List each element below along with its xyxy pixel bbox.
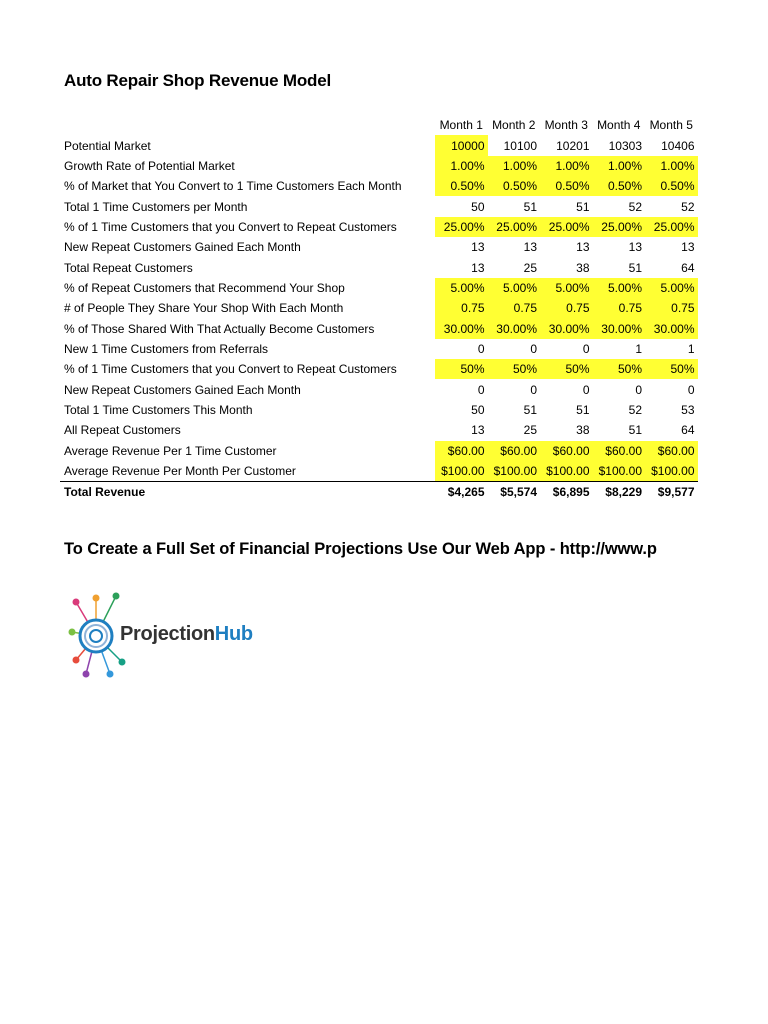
cell-value[interactable]: $100.00 (488, 461, 541, 482)
row-label: Average Revenue Per Month Per Customer (64, 464, 296, 479)
total-revenue-row (60, 482, 698, 503)
cell-value[interactable]: 52 (681, 199, 695, 214)
table-row (60, 257, 698, 277)
cell-value[interactable]: 50% (435, 359, 488, 379)
total-revenue-value[interactable]: $4,265 (435, 482, 488, 503)
cell-value[interactable]: 51 (628, 260, 642, 275)
cell-value[interactable]: 25.00% (488, 217, 541, 237)
row-label: New Repeat Customers Gained Each Month (64, 240, 301, 255)
cell-value[interactable]: 1.00% (645, 156, 698, 176)
row-label: Total 1 Time Customers per Month (64, 199, 248, 214)
month-header: Month 5 (649, 118, 693, 133)
cell-value[interactable]: 10100 (503, 138, 537, 153)
table-row (60, 441, 698, 461)
cell-value[interactable]: 50% (645, 359, 698, 379)
row-label: % of 1 Time Customers that you Convert to Repeat Customers (64, 219, 397, 234)
sheet-title: Auto Repair Shop Revenue Model (64, 71, 331, 90)
cell-value[interactable]: $100.00 (540, 461, 593, 482)
row-label: # of People They Share Your Shop With Each Month (64, 301, 344, 316)
cell-value[interactable]: 10406 (661, 138, 695, 153)
total-revenue-value[interactable]: $8,229 (593, 482, 646, 503)
projectionhub-logo-text (120, 623, 253, 646)
cell-value[interactable]: 30.00% (435, 318, 488, 338)
cell-value[interactable]: 50% (488, 359, 541, 379)
cell-value[interactable]: 50% (593, 359, 646, 379)
cell-value[interactable]: 0.50% (645, 176, 698, 196)
cell-value[interactable]: 51 (523, 199, 537, 214)
cell-value[interactable]: 0.75 (435, 298, 488, 318)
cell-value[interactable]: 0 (477, 341, 485, 356)
cell-value[interactable]: 5.00% (593, 278, 646, 298)
cell-value[interactable]: 1.00% (435, 156, 488, 176)
month-header: Month 1 (439, 118, 483, 133)
cell-value[interactable]: 30.00% (593, 318, 646, 338)
cell-value[interactable]: $100.00 (645, 461, 698, 482)
logo-dot (73, 657, 80, 664)
cell-value[interactable]: 1.00% (540, 156, 593, 176)
cell-value[interactable]: 13 (471, 260, 485, 275)
cell-value[interactable]: 5.00% (435, 278, 488, 298)
cell-value[interactable]: 52 (628, 402, 642, 417)
table-row (60, 298, 698, 318)
cell-value[interactable]: 1 (635, 341, 642, 356)
row-label: Potential Market (64, 138, 151, 153)
cell-value[interactable]: 38 (576, 260, 590, 275)
cell-value[interactable]: $60.00 (540, 441, 593, 461)
row-label: New Repeat Customers Gained Each Month (64, 382, 301, 397)
cell-value[interactable]: 53 (681, 402, 695, 417)
cell-value[interactable]: 13 (681, 240, 695, 255)
cell-value[interactable]: 0.50% (593, 176, 646, 196)
cell-value[interactable]: 25.00% (540, 217, 593, 237)
cell-value[interactable]: 51 (576, 199, 590, 214)
logo-dot (69, 629, 76, 636)
logo-word-hub: Hub (214, 623, 253, 645)
logo-dot (119, 659, 126, 666)
cell-value[interactable]: 13 (628, 240, 642, 255)
cell-value[interactable]: 1.00% (593, 156, 646, 176)
cell-value[interactable]: 5.00% (488, 278, 541, 298)
table-row (60, 278, 698, 298)
cell-value[interactable]: 0 (687, 382, 695, 397)
cell-value[interactable]: $60.00 (435, 441, 488, 461)
cell-value[interactable]: 0.75 (645, 298, 698, 318)
cell-value[interactable]: 0 (582, 382, 590, 397)
cell-value[interactable]: 0.50% (488, 176, 541, 196)
row-label: Total 1 Time Customers This Month (64, 402, 253, 417)
cell-value[interactable]: 0.75 (488, 298, 541, 318)
cell-value[interactable]: 30.00% (488, 318, 541, 338)
table-row (60, 196, 698, 216)
table-row (60, 379, 698, 399)
row-label: % of Those Shared With That Actually Become Customers (64, 321, 375, 336)
cell-value[interactable]: $60.00 (593, 441, 646, 461)
cell-value[interactable]: 25.00% (435, 217, 488, 237)
row-label: All Repeat Customers (64, 423, 181, 438)
cell-value[interactable]: 0.75 (540, 298, 593, 318)
cell-value[interactable]: 13 (471, 240, 485, 255)
total-revenue-label: Total Revenue (60, 482, 435, 503)
table-row (60, 318, 698, 338)
table-row (60, 237, 698, 257)
cell-value[interactable]: 25 (523, 260, 537, 275)
cell-value[interactable]: 51 (523, 402, 537, 417)
cell-value[interactable]: 50 (471, 402, 485, 417)
table-row (60, 217, 698, 237)
logo-dot (83, 671, 90, 678)
cell-value[interactable]: 5.00% (540, 278, 593, 298)
cell-value[interactable]: 30.00% (645, 318, 698, 338)
cell-value[interactable]: 0 (635, 382, 642, 397)
cell-value[interactable]: 0.75 (593, 298, 646, 318)
cell-value[interactable]: 0 (477, 382, 485, 397)
cell-value[interactable]: 0.50% (540, 176, 593, 196)
total-revenue-value[interactable]: $9,577 (645, 482, 698, 503)
logo-dot (93, 595, 100, 602)
cell-value[interactable]: 1.00% (488, 156, 541, 176)
logo-dot (113, 593, 120, 600)
cell-value[interactable]: 0.50% (435, 176, 488, 196)
month-header: Month 2 (492, 118, 536, 133)
table-row (60, 156, 698, 176)
row-label: Average Revenue Per 1 Time Customer (64, 443, 277, 458)
logo-word-projection: Projection (120, 623, 215, 645)
cell-value[interactable]: 13 (471, 423, 485, 438)
cell-value[interactable]: 51 (628, 423, 642, 438)
header-spacer (60, 115, 435, 135)
cell-value[interactable]: 13 (523, 240, 537, 255)
cell-value[interactable]: 13 (576, 240, 590, 255)
table-row (60, 420, 698, 440)
row-label: New 1 Time Customers from Referrals (64, 341, 269, 356)
cell-value[interactable]: 30.00% (540, 318, 593, 338)
cell-value[interactable]: 10000 (435, 135, 488, 155)
total-revenue-value[interactable]: $6,895 (540, 482, 593, 503)
web-app-call-to-action[interactable]: To Create a Full Set of Financial Projections Use Our Web App - http://www.p (64, 540, 657, 558)
row-label: % of Repeat Customers that Recommend Your Shop (64, 280, 345, 295)
total-revenue-value[interactable]: $5,574 (488, 482, 541, 503)
cell-value[interactable]: 38 (576, 423, 590, 438)
cell-value[interactable]: 0 (530, 382, 537, 397)
cell-value[interactable]: 0 (530, 341, 537, 356)
cell-value[interactable]: 5.00% (645, 278, 698, 298)
row-label: % of Market that You Convert to 1 Time Customers Each Month (64, 179, 402, 194)
table-row (60, 339, 698, 359)
row-label: % of 1 Time Customers that you Convert to Repeat Customers (64, 362, 397, 377)
table-row (60, 461, 698, 482)
month-header-row (60, 115, 698, 135)
cell-value[interactable]: $100.00 (593, 461, 646, 482)
row-label: Total Repeat Customers (64, 260, 193, 275)
cell-value[interactable]: $60.00 (645, 441, 698, 461)
table-row (60, 176, 698, 196)
logo-dot (73, 599, 80, 606)
row-label: Growth Rate of Potential Market (64, 158, 235, 173)
table-row (60, 359, 698, 379)
cell-value[interactable]: 1 (687, 341, 695, 356)
cell-value[interactable]: 25.00% (645, 217, 698, 237)
cell-value[interactable]: 64 (681, 260, 695, 275)
cell-value[interactable]: 0 (582, 341, 590, 356)
cell-value[interactable]: 52 (628, 199, 642, 214)
cell-value[interactable]: 25.00% (593, 217, 646, 237)
cell-value[interactable]: 50% (540, 359, 593, 379)
logo-dot (107, 671, 114, 678)
cell-value[interactable]: 51 (576, 402, 590, 417)
cell-value[interactable]: $60.00 (488, 441, 541, 461)
table-row (60, 400, 698, 420)
revenue-model-table (60, 115, 698, 503)
cell-value[interactable]: 50 (471, 199, 485, 214)
cell-value[interactable]: 64 (681, 423, 695, 438)
month-header: Month 3 (544, 118, 588, 133)
cell-value[interactable]: 10303 (608, 138, 642, 153)
cell-value[interactable]: 25 (523, 423, 537, 438)
table-row (60, 135, 698, 155)
cell-value[interactable]: $100.00 (435, 461, 488, 482)
month-header: Month 4 (597, 118, 641, 133)
cell-value[interactable]: 10201 (556, 138, 590, 153)
